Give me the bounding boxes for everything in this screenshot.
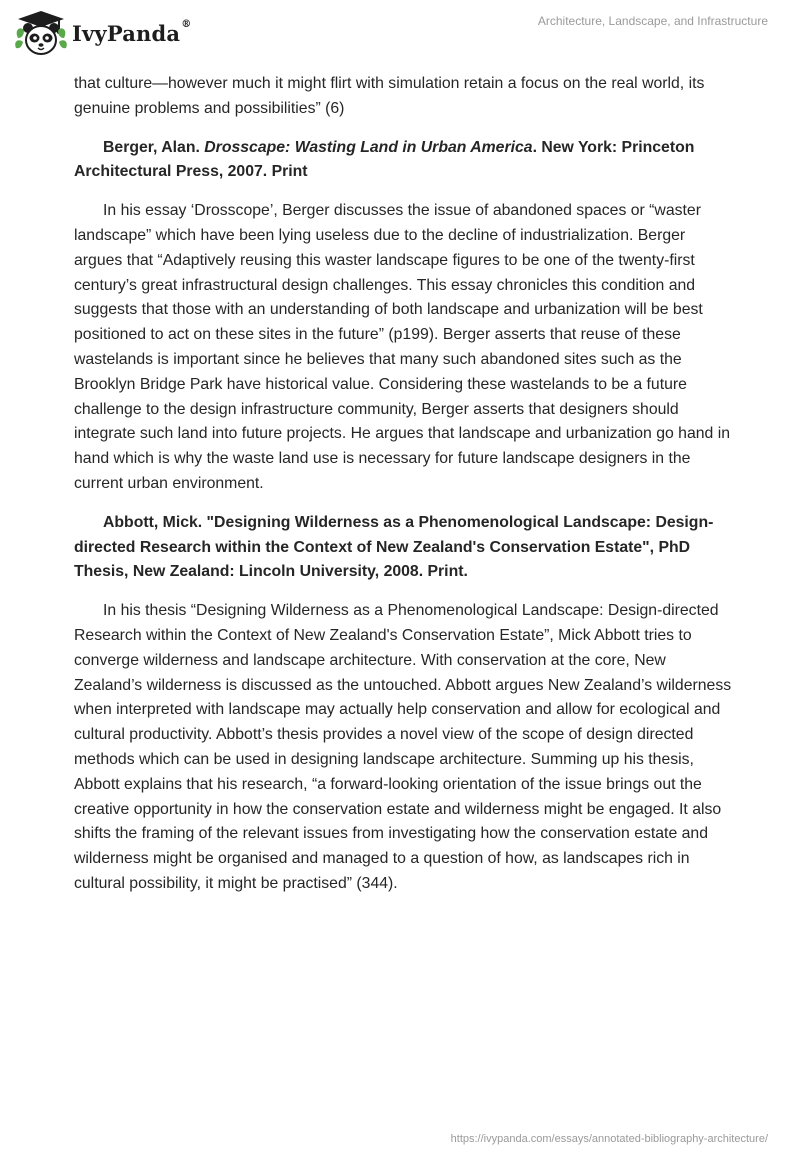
registered-mark: ® [181,18,192,30]
annotation-berger: In his essay ‘Drosscope’, Berger discusses the issue of abandoned spaces or “waster landscape” which have been lying useless due to the decline of industrialization. Berger argues that “Adaptively reusing this waster landscape figures to be one of the twenty-first century’s great infrastructural design challenges. This essay chronicles this condition and suggests that those with an understanding of both landscape and urbanization will be best positioned to act on these sites in the future” (p199). Berger asserts that reuse of these wastelands is important since he believes that many such abandoned sites such as the Brooklyn Bridge Park have historical value. Considering these wastelands to be a future challenge to the design infrastructure community, Berger asserts that designers should integrate such land into future projects. He argues that landscape and urbanization go hand in hand which is why the waste land use is necessary for future landscape designers in the current urban environment. [74,202,731,492]
citation-berger [74,136,734,186]
citation-publisher: . New York: Princeton Architectural Press, 2007. Print [74,138,695,181]
ivypanda-logo[interactable] [14,8,191,58]
brand-name: IvyPanda® [72,18,192,46]
panda-graduate-icon [14,8,68,58]
source-url-link[interactable]: https://ivypanda.com/essays/annotated-bibliography-architecture/ [450,1133,768,1145]
document-title: Architecture, Landscape, and Infrastructure [537,14,768,28]
citation-book-title: Drosscape: Wasting Land in Urban America [204,138,533,156]
page-header [0,0,800,64]
citation-author: Berger, Alan. [103,138,205,156]
continuation-paragraph: that culture—however much it might flirt with simulation retain a focus on the real world, its genuine problems and possibilities” (6) [74,75,705,117]
annotation-abbott: In his thesis “Designing Wilderness as a Phenomenological Landscape: Design-directed Research within the Context of New Zealand's Conservation Estate”, Mick Abbott tries to converge wilderness and landscape architecture. With conservation at the core, New Zealand’s wilderness is discussed as the untouched. Abbott argues New Zealand’s wilderness when interpreted with landscape may actually help conservation and allow for ecological and cultural productivity. Abbott’s thesis provides a novel view of the scope of design directed methods which can be used in designing landscape architecture. Summing up his thesis, Abbott explains that his research, “a forward-looking orientation of the issue brings out the creative opportunity in how the conservation estate and wilderness might be engaged. It also shifts the framing of the relevant issues from investigating how the conservation estate and wilderness might be organised and managed to a question of how, as landscapes rich in cultural possibility, it might be practised” (344). [74,602,732,892]
citation-abbott: Abbott, Mick. "Designing Wilderness as a Phenomenological Landscape: Design-directed Research within the Context of New Zealand's Conservation Estate", PhD Thesis, New Zealand: Lincoln University, 2008. Print. [74,513,714,581]
document-body [74,72,734,911]
